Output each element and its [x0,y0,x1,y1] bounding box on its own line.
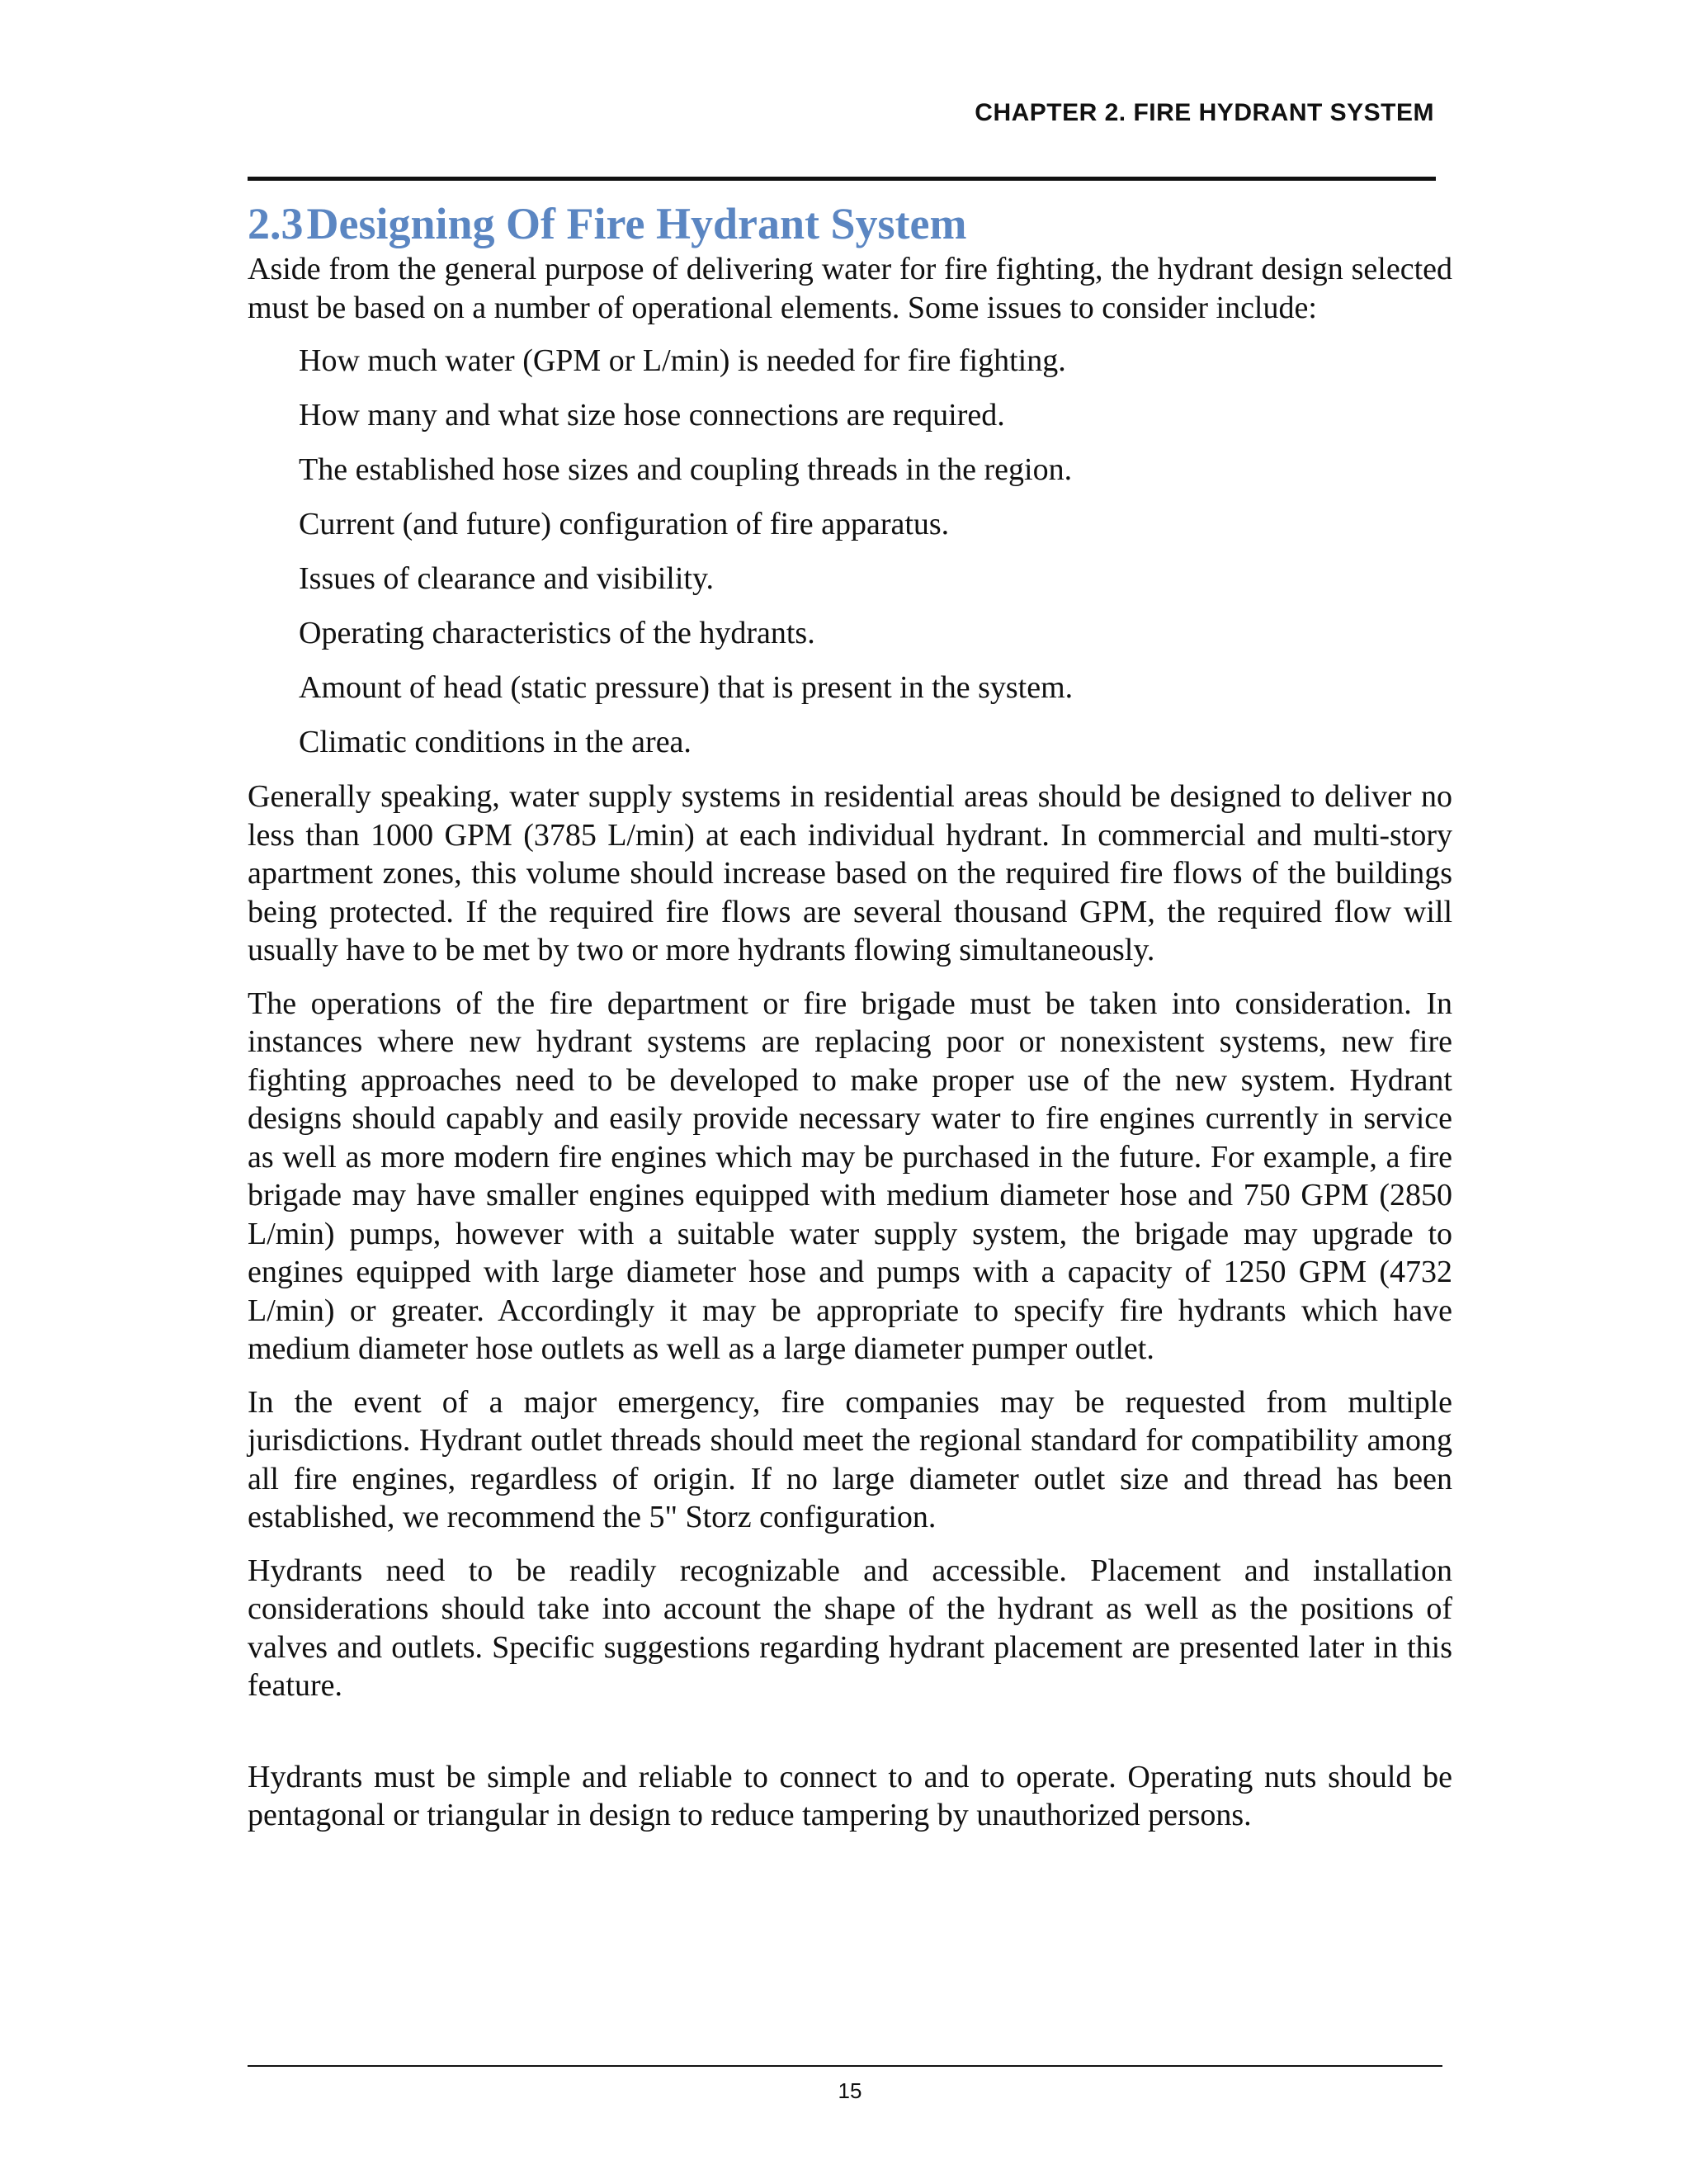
section-number: 2.3 [248,199,304,248]
list-item: Climatic conditions in the area. [299,725,692,760]
list-item: Current (and future) configuration of fire apparatus. [299,507,950,542]
header-divider [248,177,1436,181]
page-number: 15 [838,2078,862,2103]
body-paragraph-operations: The operations of the fire department or fire brigade must be taken into consideration. In instances where new hydrant systems are replacing poor or nonexistent systems, new fire fighting approaches need to be developed to make proper use of the new system. Hydrant designs should capably and easily provide necessary water to fire engines currently in service as well as more modern fire engines which may be purchased in the future. For example, a fire brigade may have smaller engines equipped with medium diameter hose and 750 GPM (2850 L/min) pumps, however with a suitable water supply system, the brigade may upgrade to engines equipped with large diameter hose and pumps with a capacity of 1250 GPM (4732 L/min) or greater. Accordingly it may be appropriate to specify fire hydrants which have medium diameter hose outlets as well as a large diameter pumper outlet. [248,986,1452,1367]
page-body [248,200,1452,1850]
section-heading [248,200,1452,248]
intro-paragraph: Aside from the general purpose of delivering water for fire fighting, the hydrant design selected must be based on a number of operational elements. Some issues to consider include: [248,252,1452,325]
considerations-list [299,342,1452,761]
list-item: How many and what size hose connections are required. [299,398,1005,433]
body-paragraph-emergency: In the event of a major emergency, fire companies may be requested from multiple jurisdictions. Hydrant outlet threads should meet the regional standard for compatibility among all fire engines, regardless of origin. If no large diameter outlet size and thread has been established, we recommend the 5" Storz configuration. [248,1384,1452,1535]
body-paragraph-water-supply: Generally speaking, water supply systems in residential areas should be designed to deliver no less than 1000 GPM (3785 L/min) at each individual hydrant. In commercial and multi-story apartment zones, this volume should increase based on the required fire flows of the buildings being protected. If the required fire flows are several thousand GPM, the required flow will usually have to be met by two or more hydrants flowing simultaneously. [248,779,1452,968]
running-header: CHAPTER 2. FIRE HYDRANT SYSTEM [975,99,1434,126]
list-item: The established hose sizes and coupling threads in the region. [299,452,1073,488]
body-paragraph-operating-nuts: Hydrants must be simple and reliable to connect to and to operate. Operating nuts should be pentagonal or triangular in design to reduce tampering by unauthorized persons. [248,1759,1452,1833]
list-item: How much water (GPM or L/min) is needed for fire fighting. [299,343,1066,379]
list-item: Operating characteristics of the hydrants. [299,616,815,651]
section-title: Designing Of Fire Hydrant System [306,199,967,248]
body-paragraph-recognizable: Hydrants need to be readily recognizable and accessible. Placement and installation considerations should take into account the shape of the hydrant as well as the positions of valves and outlets. Specific suggestions regarding hydrant placement are presented later in this feature. [248,1553,1452,1704]
list-item: Amount of head (static pressure) that is present in the system. [299,670,1074,706]
footer-divider [248,2065,1442,2067]
list-item: Issues of clearance and visibility. [299,561,714,597]
